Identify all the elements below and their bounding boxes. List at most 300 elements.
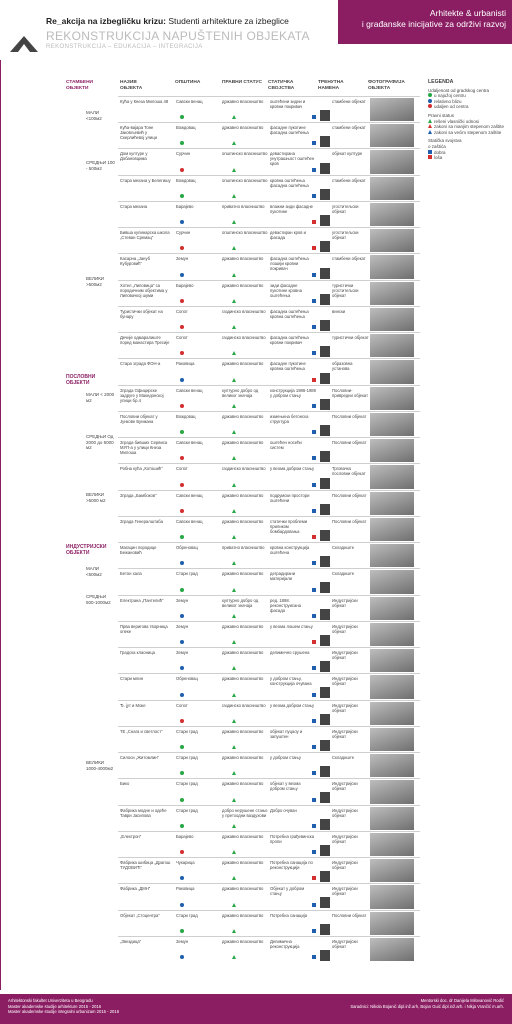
static-square-icon: [312, 955, 316, 959]
static-properties: у веома лошем стању: [270, 623, 313, 629]
object-name: Магацин породице Бежановић: [120, 545, 157, 556]
municipality: Барајево: [176, 833, 194, 839]
legal-status: газдинско власништво: [222, 466, 266, 472]
building-icon: [320, 346, 330, 357]
municipality: Барајево: [176, 282, 194, 288]
municipality: Земун: [176, 597, 189, 603]
legal-status: државно власништво: [222, 256, 264, 262]
column-header-name: НАЗИВ ОБЈЕКТА: [120, 80, 143, 91]
building-icon: [320, 530, 330, 541]
location-dot-icon: [180, 614, 184, 618]
table-row: [118, 122, 420, 149]
current-use: Индустријски објекат: [332, 938, 358, 949]
size-category: ВЕЛИКИ >5000 м2: [86, 492, 106, 503]
static-properties: Потребна санација по реконструкцији: [270, 860, 313, 871]
static-square-icon: [312, 273, 316, 277]
legend-title: LEGENDA: [428, 79, 454, 85]
legal-triangle-icon: [232, 456, 236, 460]
object-name: Зграда „Бамбоков”: [120, 492, 157, 498]
current-use: стамбени објекат: [332, 99, 366, 104]
table-row: [118, 96, 420, 123]
table-row: [118, 227, 420, 254]
object-name: Фабрика модне и одеће Таври Јасипова: [120, 807, 167, 818]
building-icon: [320, 189, 330, 200]
legal-triangle-icon: [232, 194, 236, 198]
legal-triangle-icon: [232, 876, 236, 880]
table-row: [118, 201, 420, 228]
logo-icon: [8, 32, 40, 54]
building-icon: [320, 661, 330, 672]
legal-triangle-icon: [232, 115, 236, 119]
column-header-municipality: ОПШТИНА: [175, 80, 201, 85]
legal-triangle-icon: [232, 693, 236, 697]
object-name: Силоси „Житомлин”: [120, 755, 159, 761]
current-use: туристички угоститељски објекат: [332, 282, 359, 298]
current-use: Пословни-привредни објекат: [332, 387, 369, 398]
building-icon: [320, 110, 330, 121]
static-square-icon: [312, 351, 316, 355]
object-name: Робна кућа „Котошић”: [120, 466, 163, 472]
current-use: образовна установа: [332, 361, 353, 372]
static-square-icon: [312, 299, 316, 303]
object-photo: [370, 439, 414, 462]
location-dot-icon: [180, 141, 184, 145]
municipality: Земун: [176, 938, 189, 944]
legal-triangle-icon: [232, 719, 236, 723]
legal-status: општинско власништво: [222, 151, 268, 157]
legend: [428, 80, 508, 161]
municipality: Стари град: [176, 571, 198, 577]
static-properties: кровна конструкција оштећена: [270, 545, 310, 556]
location-dot-icon: [180, 299, 184, 303]
object-name: Дечије одмаралиште поред манастира Тресије: [120, 335, 170, 346]
table-row: [118, 726, 420, 753]
static-square-icon: [312, 220, 316, 224]
municipality: Сопот: [176, 466, 188, 472]
legal-triangle-icon: [232, 955, 236, 959]
column-header-photo: ФОТОГРАФИЈА ОБЈЕКТА: [368, 80, 405, 91]
municipality: Земун: [176, 623, 189, 629]
legal-status: државно власништво: [222, 99, 264, 104]
legal-triangle-icon: [232, 745, 236, 749]
object-name: Зграда бивших Сервиса МУП-а у улици Кнеза Милоша: [120, 440, 168, 456]
building-icon: [320, 871, 330, 882]
legend-item: relativno blizu: [428, 99, 508, 105]
object-photo: [370, 413, 414, 436]
building-icon: [320, 740, 330, 751]
municipality: Вождовац: [176, 413, 196, 419]
legal-triangle-icon: [232, 614, 236, 618]
legal-status: општинско власништво: [222, 230, 268, 236]
legal-status: државно власништво: [222, 886, 264, 892]
legal-triangle-icon: [232, 640, 236, 644]
legal-triangle-icon: [232, 351, 236, 355]
location-dot-icon: [180, 535, 184, 539]
current-use: Пословни објекат: [332, 492, 367, 498]
object-photo: [370, 597, 414, 620]
object-name: Градска клаоница: [120, 650, 156, 656]
legal-triangle-icon: [232, 771, 236, 775]
static-square-icon: [312, 719, 316, 723]
location-dot-icon: [180, 693, 184, 697]
municipality: Сопот: [176, 702, 188, 708]
object-name: Стара зграда ФОН-а: [120, 361, 161, 367]
size-category: МАЛИ <500м2: [86, 566, 102, 577]
municipality: Сопот: [176, 335, 188, 341]
static-square-icon: [312, 850, 316, 854]
static-properties: деградирани материјали: [270, 571, 296, 582]
object-photo: [370, 780, 414, 803]
object-photo: [370, 229, 414, 252]
building-icon: [320, 373, 330, 384]
size-category: СРЕДЊИ 100 - 500м2: [86, 160, 115, 171]
municipality: Стари град: [176, 807, 198, 813]
legal-status: државно власништво: [222, 860, 264, 866]
static-properties: оштећен носећи систем: [270, 440, 302, 451]
legal-status: државно власништво: [222, 755, 264, 761]
current-use: Индустријски објекат: [332, 702, 358, 713]
object-name: ТЕ „Снага и светлост”: [120, 728, 163, 734]
organization-banner: Arhitekte & urbanisti i građanske inicijative za održivi razvoj: [338, 0, 512, 44]
object-photo: [370, 728, 414, 751]
static-square-icon: [312, 588, 316, 592]
legal-status: државно власништво: [222, 492, 264, 498]
column-header-static: СТАТИЧКА СВОЈСТВА: [268, 80, 295, 91]
object-photo: [370, 492, 414, 515]
static-square-icon: [312, 824, 316, 828]
legend-item: zakoni sa manjim stepenom zaštite: [428, 124, 508, 130]
object-name: Прва веригова творница опеке: [120, 623, 168, 634]
legend-location-title: Udaljenost od gradskog centra: [428, 87, 490, 93]
static-properties: у веома добром стању: [270, 702, 315, 708]
object-photo: [370, 544, 414, 567]
column-header-group: СТАМБЕНИ ОБЈЕКТИ: [66, 80, 93, 91]
object-name: Стара механа: [120, 203, 148, 209]
static-properties: Потребна грађевинска пропи: [270, 833, 315, 844]
current-use: Пословни објекат: [332, 518, 367, 524]
legal-status: државно власништво: [222, 938, 264, 944]
object-photo: [370, 518, 414, 541]
static-square-icon: [312, 614, 316, 618]
object-name: Бивша кулинарска школа „Стеван Сремац”: [120, 230, 170, 241]
table-row: [118, 332, 420, 359]
location-dot-icon: [180, 929, 184, 933]
static-square-icon: [312, 640, 316, 644]
location-dot-icon: [180, 378, 184, 382]
table-row: [118, 516, 420, 543]
legal-status: културно добро од великог значаја: [222, 597, 259, 608]
legal-status: приватно власништво: [222, 203, 265, 209]
legal-triangle-icon: [232, 561, 236, 565]
static-properties: подрумски простори оштећени: [270, 492, 310, 503]
static-square-icon: [312, 404, 316, 408]
static-square-icon: [312, 246, 316, 250]
legal-triangle-icon: [232, 168, 236, 172]
municipality: Земун: [176, 650, 189, 656]
static-square-icon: [312, 798, 316, 802]
table-row: [118, 831, 420, 858]
location-dot-icon: [180, 168, 184, 172]
building-icon: [320, 819, 330, 830]
building-icon: [320, 451, 330, 462]
static-properties: фасадна оштећења лошији кровни покривач: [270, 256, 309, 272]
legal-triangle-icon: [232, 666, 236, 670]
table-row: [118, 700, 420, 727]
static-square-icon: [312, 378, 316, 382]
location-dot-icon: [180, 351, 184, 355]
building-icon: [320, 714, 330, 725]
object-name: Туристички објекат на бунару: [120, 308, 163, 319]
legal-status: државно власништво: [222, 650, 264, 656]
size-category: ВЕЛИКИ >500м2: [86, 276, 105, 287]
location-dot-icon: [180, 588, 184, 592]
current-use: Индустријски објекат: [332, 623, 358, 634]
static-square-icon: [312, 693, 316, 697]
table-row: [118, 253, 420, 280]
location-dot-icon: [180, 456, 184, 460]
building-icon: [320, 504, 330, 515]
location-dot-icon: [180, 640, 184, 644]
table-row: [118, 673, 420, 700]
building-icon: [320, 897, 330, 908]
static-square-icon: [312, 325, 316, 329]
location-dot-icon: [180, 246, 184, 250]
table-row: [118, 936, 420, 963]
object-photo: [370, 623, 414, 646]
current-use: вински: [332, 308, 346, 314]
legend-item: rešeni vlasnički odnosi: [428, 119, 508, 125]
object-photo: [370, 833, 414, 856]
municipality: Земун: [176, 256, 189, 262]
static-square-icon: [312, 561, 316, 565]
building-icon: [320, 136, 330, 147]
static-square-icon: [312, 929, 316, 933]
object-name: Зграда Официрске задруге у Македонској улици бр.4: [120, 387, 164, 403]
municipality: Стари град: [176, 755, 198, 761]
static-square-icon: [312, 535, 316, 539]
building-icon: [320, 609, 330, 620]
table-row: [118, 621, 420, 648]
municipality: Стари град: [176, 781, 198, 787]
building-icon: [320, 163, 330, 174]
location-dot-icon: [180, 876, 184, 880]
legal-triangle-icon: [232, 404, 236, 408]
location-dot-icon: [180, 561, 184, 565]
table-row: [118, 358, 420, 385]
current-use: Индустријски објекат: [332, 833, 358, 844]
object-photo: [370, 754, 414, 777]
table-row: [118, 883, 420, 910]
municipality: Раковица: [176, 361, 195, 367]
static-properties: девастиран кров и фасада: [270, 230, 306, 241]
legal-triangle-icon: [232, 246, 236, 250]
object-name: Објекат „Стоцентра”: [120, 912, 160, 918]
legal-status: општинско власништво: [222, 177, 268, 183]
object-name: Кућа-вајара Тоне Јаковљевић у Скерлићевој улици: [120, 125, 157, 141]
object-photo: [370, 387, 414, 410]
static-square-icon: [312, 903, 316, 907]
legal-status: газдинско власништво: [222, 335, 266, 341]
municipality: Савски венац: [176, 99, 203, 104]
municipality: Обреновац: [176, 676, 198, 682]
legal-triangle-icon: [232, 299, 236, 303]
legal-status: државно власништво: [222, 518, 264, 524]
building-icon: [320, 215, 330, 226]
table-row: [118, 175, 420, 202]
building-icon: [320, 425, 330, 436]
static-properties: Објекат у добром стању: [270, 886, 305, 897]
object-name: Пословни објекат у Јункове Бунмана: [120, 413, 158, 424]
current-use: Пословни објекат: [332, 912, 367, 918]
current-use: стамбени објекат: [332, 256, 366, 262]
object-photo: [370, 807, 414, 830]
object-name: Стари млин: [120, 676, 144, 682]
building-icon: [320, 687, 330, 698]
legal-status: државно власништво: [222, 440, 264, 446]
municipality: Савски венац: [176, 518, 203, 524]
legal-status: државно власништво: [222, 623, 264, 629]
static-square-icon: [312, 168, 316, 172]
static-properties: објекат у веома добром стању: [270, 781, 301, 792]
legal-status: државно власништво: [222, 413, 264, 419]
object-name: Зграда Генералштаба: [120, 518, 163, 524]
location-dot-icon: [180, 430, 184, 434]
static-square-icon: [312, 509, 316, 513]
building-icon: [320, 241, 330, 252]
object-name: Дом културе у Добановцима: [120, 151, 148, 162]
table-row: [118, 647, 420, 674]
size-category: СРЕДЊИ 500-1000м2: [86, 594, 111, 605]
table-row: [118, 595, 420, 622]
table-row: [118, 148, 420, 175]
location-dot-icon: [180, 483, 184, 487]
legal-triangle-icon: [232, 798, 236, 802]
legal-triangle-icon: [232, 850, 236, 854]
object-photo: [370, 885, 414, 908]
legend-item: dobra: [428, 150, 508, 156]
municipality: Стари град: [176, 912, 198, 918]
legal-status: културно добро од великог значаја: [222, 387, 259, 398]
location-dot-icon: [180, 745, 184, 749]
table-row: [118, 542, 420, 569]
object-name: „Звездица”: [120, 938, 142, 944]
legal-triangle-icon: [232, 378, 236, 382]
building-icon: [320, 582, 330, 593]
legend-item: loša: [428, 155, 508, 161]
location-dot-icon: [180, 903, 184, 907]
left-accent-line: [0, 60, 1, 990]
object-name: Ђ. јут и Моке: [120, 702, 146, 708]
legal-triangle-icon: [232, 483, 236, 487]
static-properties: у веома добром стању: [270, 466, 315, 472]
current-use: Индустријски објекат: [332, 650, 358, 661]
legal-triangle-icon: [232, 929, 236, 933]
municipality: Савски венац: [176, 387, 203, 393]
page-subtitle: REKONSTRUKCIJA NAPUŠTENIH OBJEKATA: [46, 29, 310, 43]
legal-triangle-icon: [232, 903, 236, 907]
object-name: Фабрика „ДМН”: [120, 886, 151, 892]
object-name: Фабрика шибица „Драгош ТУДОВИЋ”: [120, 860, 171, 871]
current-use: Индустријски објекат: [332, 781, 358, 792]
municipality: Чукарица: [176, 860, 195, 866]
legend-item: u najužoj centru: [428, 93, 508, 99]
legal-triangle-icon: [232, 220, 236, 224]
object-photo: [370, 308, 414, 331]
object-name: Електрана „Пантелић”: [120, 597, 164, 603]
legal-status: државно власништво: [222, 361, 264, 367]
building-icon: [320, 950, 330, 961]
object-photo: [370, 675, 414, 698]
building-icon: [320, 792, 330, 803]
location-dot-icon: [180, 509, 184, 513]
static-square-icon: [312, 876, 316, 880]
location-dot-icon: [180, 850, 184, 854]
table-row: [118, 385, 420, 412]
legend-item: udaljen od centra: [428, 104, 508, 110]
object-name: „Електрон”: [120, 833, 142, 839]
static-properties: фасадне пукотине кровна оштећења: [270, 361, 306, 372]
table-row: [118, 463, 420, 490]
table-row: [118, 280, 420, 307]
current-use: Складиште: [332, 545, 355, 551]
static-properties: фасадна оштећења кровни покривач: [270, 335, 309, 346]
static-properties: зиди фасадне пукотине кровна оштећења: [270, 282, 302, 298]
object-name: Бетон хала: [120, 571, 142, 577]
static-properties: фасадна оштећења кровна оштећења: [270, 308, 309, 319]
legal-status: газдинско власништво: [222, 308, 266, 314]
column-header-current: ТРЕНУТНА НАМЕНА: [318, 80, 344, 91]
static-properties: у добром стању: [270, 755, 301, 761]
object-photo: [370, 150, 414, 173]
group-label-industrial: ИНДУСТРИЈСКИ ОБЈЕКТИ: [66, 544, 107, 556]
location-dot-icon: [180, 115, 184, 119]
legal-status: приватно власништво: [222, 545, 265, 551]
legal-status: државно власништво: [222, 571, 264, 577]
location-dot-icon: [180, 194, 184, 198]
object-name: Кућа у Кнеза Милоша 48: [120, 99, 169, 104]
size-category: МАЛИ < 2000 м2: [86, 392, 115, 403]
legal-status: државно власништво: [222, 282, 264, 288]
object-name: Касарна „Јануб Кубуровић”: [120, 256, 150, 267]
current-use: Индустријски објекат: [332, 597, 358, 608]
municipality: Вождовац: [176, 177, 196, 183]
object-name: Хотел „Липовица” са породичним објектима у Липовачкој шуми: [120, 282, 168, 298]
current-use: стамбени објекат: [332, 177, 366, 183]
object-photo: [370, 465, 414, 488]
current-use: објекат културе: [332, 151, 363, 157]
current-use: Складиште: [332, 755, 355, 761]
object-photo: [370, 98, 414, 121]
legal-status: државно власништво: [222, 912, 264, 918]
legal-triangle-icon: [232, 430, 236, 434]
table-row: [118, 411, 420, 438]
legal-status: државно власништво: [222, 676, 264, 682]
static-properties: статички проблеми приликом бомбардовања: [270, 518, 308, 534]
building-icon: [320, 924, 330, 935]
static-properties: делимично срушена: [270, 650, 310, 656]
current-use: Пословни објекат: [332, 440, 367, 446]
location-dot-icon: [180, 771, 184, 775]
current-use: Индустријски објекат: [332, 728, 358, 739]
static-square-icon: [312, 141, 316, 145]
municipality: Раковица: [176, 886, 195, 892]
static-square-icon: [312, 666, 316, 670]
static-square-icon: [312, 430, 316, 434]
object-photo: [370, 255, 414, 278]
location-dot-icon: [180, 666, 184, 670]
object-photo: [370, 649, 414, 672]
static-properties: Потребна санација: [270, 912, 308, 918]
